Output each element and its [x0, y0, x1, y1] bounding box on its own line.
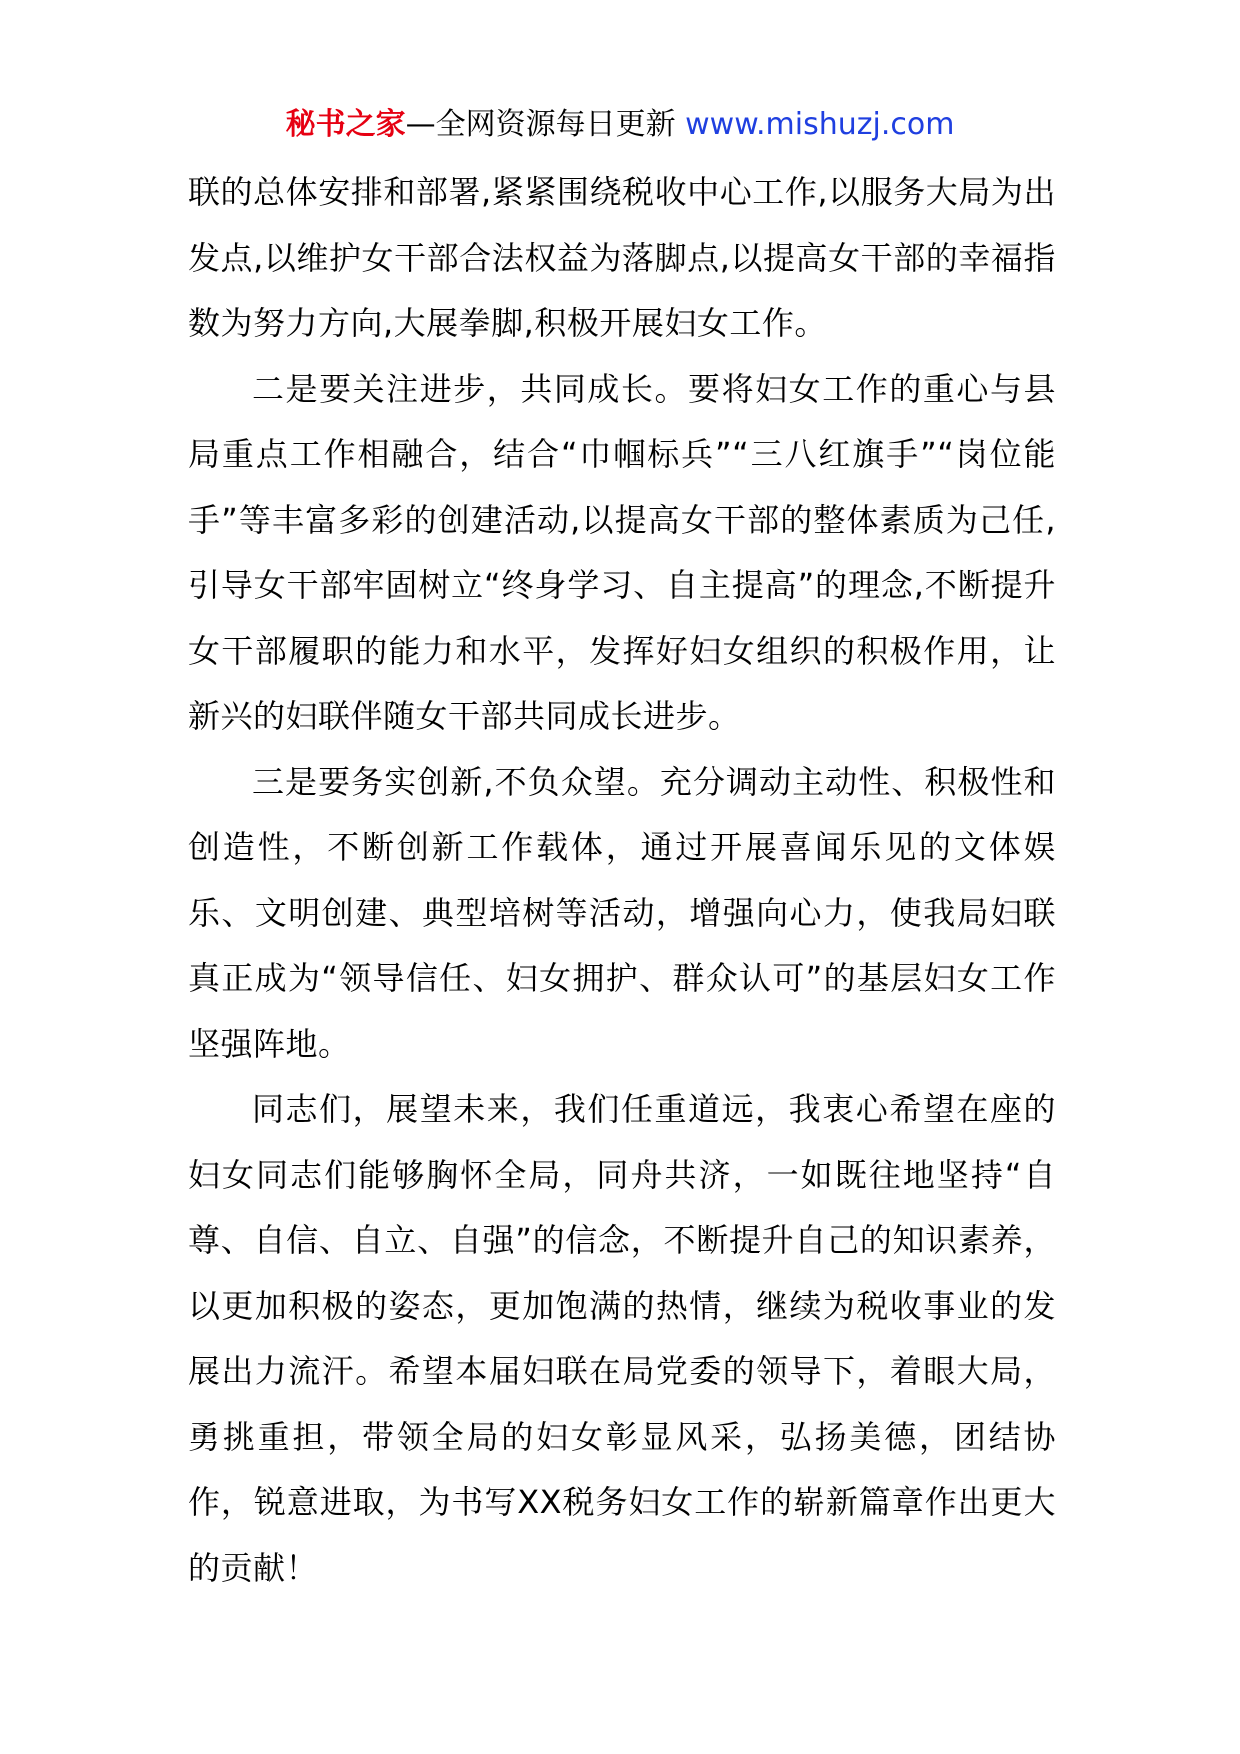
site-brand: 秘书之家: [285, 107, 406, 142]
paragraph-point-two: 二是要关注进步，共同成长。要将妇女工作的重心与县局重点工作相融合，结合“巾帼标兵”“三八红旗手”“岗位能手”等丰富多彩的创建活动,以提高女干部的整体素质为己任,引导女干部牢固树立“终身学习、自主提高”的理念,不断提升女干部履职的能力和水平，发挥好妇女组织的积极作用，让新兴的妇联伴随女干部共同成长进步。: [188, 369, 1056, 735]
site-url-link[interactable]: www.mishuzj.com: [685, 107, 955, 142]
paragraph-point-three: 三是要务实创新,不负众望。充分调动主动性、积极性和创造性，不断创新工作载体，通过开展喜闻乐见的文体娱乐、文明创建、典型培树等活动，增强向心力，使我局妇联真正成为“领导信任、妇女拥护、群众认可”的基层妇女工作坚强阵地。: [188, 762, 1056, 1063]
site-header: [0, 103, 1240, 147]
paragraph-continued: 联的总体安排和部署,紧紧围绕税收中心工作,以服务大局为出发点,以维护女干部合法权益为落脚点,以提高女干部的幸福指数为努力方向,大展拳脚,积极开展妇女工作。: [188, 173, 1056, 342]
paragraph-closing: 同志们，展望未来，我们任重道远，我衷心希望在座的妇女同志们能够胸怀全局，同舟共济，一如既往地坚持“自尊、自信、自立、自强”的信念，不断提升自己的知识素养，以更加积极的姿态，更加饱满的热情，继续为税收事业的发展出力流汗。希望本届妇联在局党委的领导下，着眼大局，勇挑重担，带领全局的妇女彰显风采，弘扬美德，团结协作，锐意进取，为书写XX税务妇女工作的崭新篇章作出更大的贡献！: [188, 1090, 1056, 1587]
site-tagline: —全网资源每日更新: [405, 107, 676, 142]
document-body: [188, 160, 1056, 1601]
